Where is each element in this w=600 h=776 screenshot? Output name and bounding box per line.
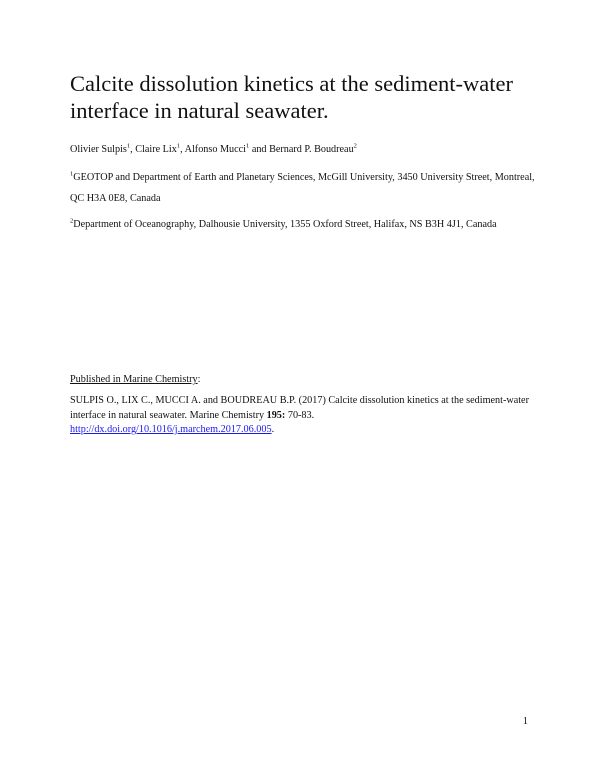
affiliation-text: Department of Oceanography, Dalhousie University, 1355 Oxford Street, Halifax, NS B3H 4J1, Canada [73,219,497,230]
author-name: Alfonso Mucci [184,144,247,155]
citation-pages: 70-83. [285,409,315,421]
author-affiliation-marker: 2 [353,142,357,150]
affiliation-text: GEOTOP and Department of Earth and Planetary Sciences, McGill University, 3450 University Street, Montreal, QC H3A 0E8, Canada [70,172,535,204]
paper-title: Calcite dissolution kinetics at the sediment-water interface in natural seawater. [70,71,514,123]
citation [70,394,540,438]
author-name: Olivier Sulpis [70,144,127,155]
author-separator: , [180,144,185,155]
affiliation [70,167,540,209]
affiliation-number: 1 [70,170,74,178]
citation-text: SULPIS O., LIX C., MUCCI A. and BOUDREAU B.P. (2017) Calcite dissolution kinetics at the sediment-water interface in natural seawater. Marine Chemistry [70,395,529,421]
doi-trailing-period: . [271,424,275,435]
author-affiliation-marker: 1 [246,142,250,150]
author-separator: and [249,144,270,155]
author-affiliation-marker: 1 [126,142,131,150]
author-name: Claire Lix [135,144,177,155]
page-number: 1 [522,716,528,727]
affiliation [70,214,540,235]
author-affiliation-marker: 1 [176,142,181,150]
doi-link[interactable]: http://dx.doi.org/10.1016/j.marchem.2017.06.005 [70,424,272,435]
publication-heading-colon: : [197,374,201,385]
author-list [70,143,357,157]
citation-volume: 195: [266,409,286,421]
affiliation-number: 2 [70,217,74,225]
publication-heading [70,373,200,387]
author-separator: , [130,144,136,155]
publication-heading-text: Published in Marine Chemistry [70,374,198,385]
author-name: Bernard P. Boudreau [269,144,354,155]
